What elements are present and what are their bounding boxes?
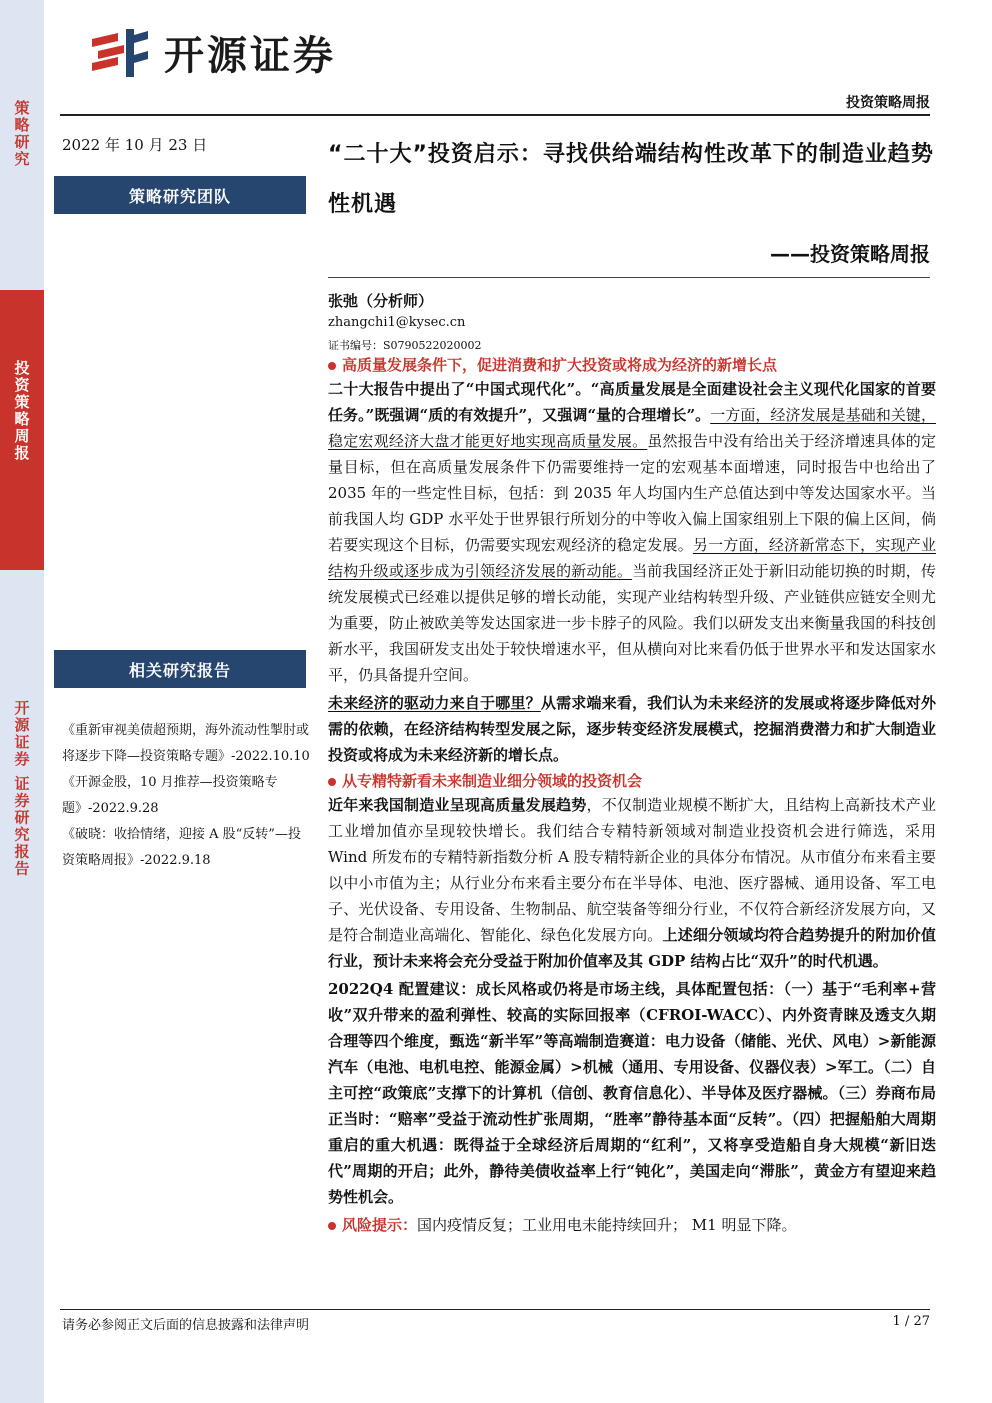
paragraph-3-bold-2: 上述细分领域均符合趋势提升的附加价值行业，预计未来将会充分受益于附加价值率及其 GDP 结构占比“双升”的时代机遇。 xyxy=(328,926,936,970)
title-divider xyxy=(328,277,930,278)
paragraph-1 xyxy=(328,376,936,688)
paragraph-2-bold: 从需求端来看，我们认为未来经济的发展或将逐步降低对外需的依赖，在经济结构转型发展之际，逐步转变经济发展模式，挖掘消费潜力和扩大制造业投资或将成为未来经济新的增长点。 xyxy=(328,694,936,764)
paragraph-3-bold-1: 近年来我国制造业呈现高质量发展趋势 xyxy=(328,796,587,814)
analyst-certificate: 证书编号：S0790522020002 xyxy=(328,339,482,352)
paragraph-1-underline-1: 一方面，经济发展是基础和关键，稳定宏观经济大盘才能更好地实现高质量发展。 xyxy=(328,406,936,450)
side-label-brand xyxy=(0,700,44,920)
section-heading-2 xyxy=(328,770,936,792)
paragraph-3-text: ，不仅制造业规模不断扩大，且结构上高新技术产业工业增加值亦呈现较快增长。我们结合专精特新领域对制造业投资机会进行筛选，采用 Wind 所发布的专精特新指数分析 A 股专精特新企业的具体分布情况。从市值分布来看主要以中小市值为主；从行业分布来看主要分布在半导体、电池、医疗器械、通用设备、军工电子、光伏设备、专用设备、生物制品、航空装备等细分行业，不仅符合新经济发展方向，又是符合制造业高端化、智能化、绿色化发展方向。 xyxy=(328,796,936,944)
report-title: “二十大”投资启示：寻找供给端结构性改革下的制造业趋势性机遇 xyxy=(328,142,934,217)
report-body xyxy=(328,354,936,1240)
bullet-dot-icon xyxy=(328,362,336,370)
section-heading-1 xyxy=(328,354,936,376)
risk-label: 风险提示： xyxy=(342,1216,418,1234)
related-report-item[interactable]: 《开源金股，10 月推荐—投资策略专题》-2022.9.28 xyxy=(62,775,278,816)
side-label-weekly-text: 投资策略周报 xyxy=(12,360,31,462)
related-report-item[interactable]: 《重新审视美债超预期，海外流动性掣肘或将逐步下降—投资策略专题》-2022.10.10 xyxy=(62,723,310,764)
section-heading-1-text: 高质量发展条件下，促进消费和扩大投资或将成为经济的新增长点 xyxy=(342,356,778,374)
related-reports-list xyxy=(62,718,312,874)
company-logo xyxy=(88,24,336,81)
paragraph-1-bold: 二十大报告中提出了“中国式现代化”。“高质量发展是全面建设社会主义现代化国家的首要任务。”既强调“质的有效提升”，又强调“量的合理增长”。 xyxy=(328,380,936,424)
analyst-email[interactable]: zhangchi1@kysec.cn xyxy=(328,315,466,330)
risk-text: 国内疫情反复；工业用电未能持续回升； M1 明显下降。 xyxy=(417,1216,797,1234)
related-report-item[interactable]: 《破晓：收拾情绪，迎接 A 股“反转”—投资策略周报》-2022.9.18 xyxy=(62,827,301,868)
related-reports-label: 相关研究报告 xyxy=(128,660,231,680)
team-section-header xyxy=(54,176,306,214)
side-strip xyxy=(0,0,44,1403)
paragraph-1-text-1: 虽然报告中没有给出关于经济增速具体的定量目标，但在高质量发展条件下仍需要维持一定的宏观基本面增速，同时报告中也给出了 2035 年的一些定性目标，包括：到 2035 年人均国内生产总值达到中等发达国家水平。当前我国人均 GDP 水平处于世界银行所划分的中等收入偏上国家组别上下限的偏上区间，倘若要实现这个目标，仍需要实现宏观经济的稳定发展。 xyxy=(328,432,936,554)
team-section-label: 策略研究团队 xyxy=(128,186,231,206)
paragraph-3 xyxy=(328,792,936,974)
side-label-strategy xyxy=(0,100,44,290)
related-reports-header xyxy=(54,650,306,688)
analyst-name: 张弛（分析师） xyxy=(328,292,434,310)
side-label-brand-text: 开源证券 证券研究报告 xyxy=(12,700,31,878)
bullet-dot-icon xyxy=(328,1222,336,1230)
logo-text: 开源证券 xyxy=(164,33,336,79)
paragraph-2 xyxy=(328,690,936,768)
bullet-dot-icon xyxy=(328,778,336,786)
risk-note xyxy=(328,1212,936,1238)
side-label-strategy-text: 策略研究 xyxy=(12,100,31,168)
section-heading-2-text: 从专精特新看未来制造业细分领域的投资机会 xyxy=(342,772,643,790)
footer-disclaimer: 请务必参阅正文后面的信息披露和法律声明 xyxy=(62,1318,310,1333)
paragraph-1-underline-2: 另一方面，经济新常态下，实现产业结构升级或逐步成为引领经济发展的新动能。 xyxy=(328,536,936,580)
paragraph-1-text-2: 当前我国经济正处于新旧动能切换的时期，传统发展模式已经难以提供足够的增长动能，实现产业结构转型升级、产业链供应链安全则尤为重要，防止被欧美等发达国家进一步卡脖子的风险。我们以研发支出来衡量我国的科技创新水平，我国研发支出处于较快增速水平，但从横向对比来看仍低于世界水平和发达国家水平，仍具备提升空间。 xyxy=(328,562,936,684)
paragraph-2-question: 未来经济的驱动力来自于哪里？ xyxy=(328,694,541,712)
report-date: 2022 年 10 月 23 日 xyxy=(62,136,208,154)
logo-mark-icon xyxy=(88,25,150,81)
report-subtitle: ——投资策略周报 xyxy=(770,242,930,266)
report-type-tag: 投资策略周报 xyxy=(846,95,930,111)
paragraph-4: 2022Q4 配置建议：成长风格或仍将是市场主线，具体配置包括：（一）基于“毛利率+营收”双升带来的盈利弹性、较高的实际回报率（CFROI-WACC）、内外资青睐及透支久期合理等四个维度，甄选“新半军”等高端制造赛道：电力设备（储能、光伏、风电）>新能源汽车（电池、电机电控、能源金属）>机械（通用、专用设备、仪器仪表）>军工。（二）自主可控“政策底”支撑下的计算机（信创、教育信息化）、半导体及医疗器械。（三）券商布局正当时：“赔率”受益于流动性扩张周期，“胜率”静待基本面“反转”。（四）把握船舶大周期重启的重大机遇：既得益于全球经济后周期的“红利”，又将享受造船自身大规模“新旧迭代”周期的开启；此外，静待美债收益率上行“钝化”，美国走向“滞胀”，黄金方有望迎来趋势性机会。 xyxy=(328,980,936,1206)
side-label-weekly xyxy=(0,290,44,570)
footer-divider xyxy=(60,1309,930,1310)
header-divider xyxy=(60,114,930,116)
page-number: 1 / 27 xyxy=(892,1314,930,1329)
